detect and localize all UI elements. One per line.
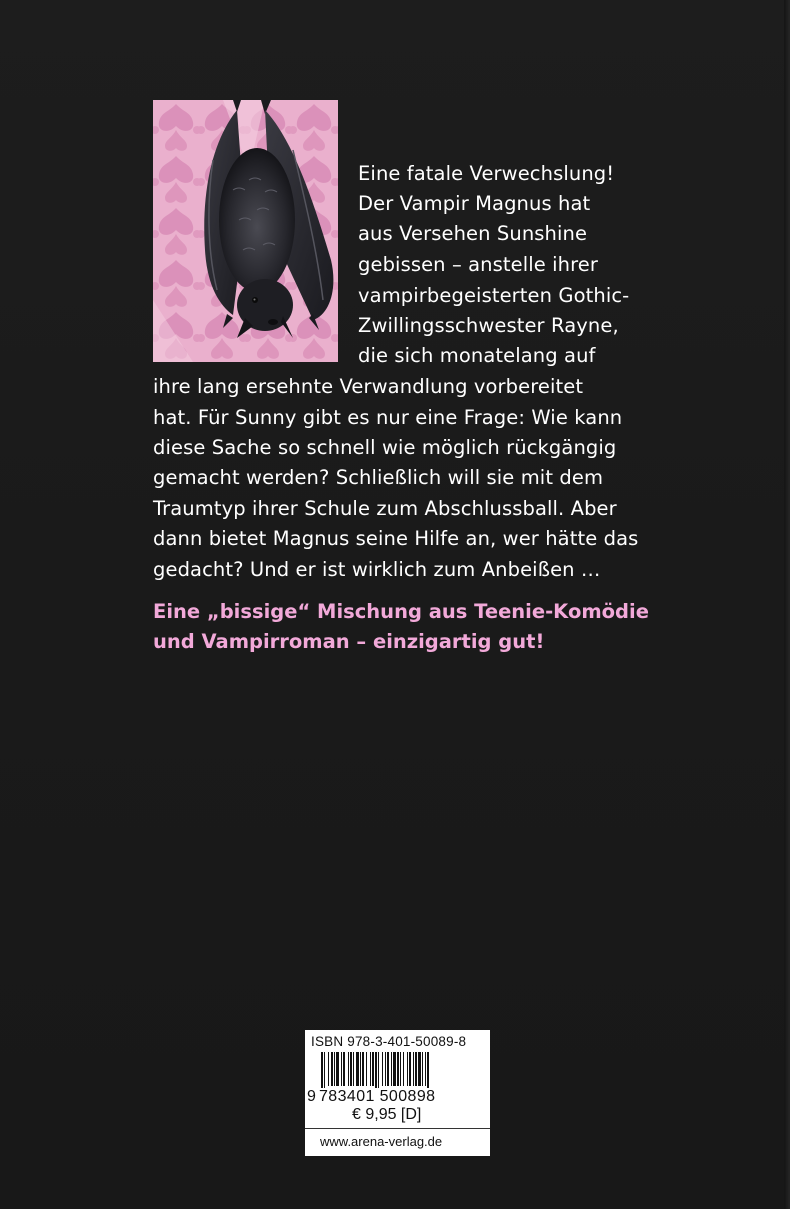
barcode-bar [422, 1052, 423, 1086]
blurb-line: hat. Für Sunny gibt es nur eine Frage: Wie kann [153, 406, 623, 429]
barcode-bar [382, 1052, 383, 1086]
barcode-bar [375, 1052, 377, 1088]
barcode-bar [331, 1052, 333, 1086]
barcode-bar [385, 1052, 386, 1086]
blurb-line: aus Versehen Sunshine [358, 222, 588, 245]
barcode-bar [418, 1052, 421, 1086]
barcode-bar [372, 1052, 374, 1086]
blurb-line: diese Sache so schnell wie möglich rückgängig [153, 436, 617, 459]
barcode-bar [343, 1052, 345, 1086]
barcode-bar [427, 1052, 429, 1088]
publisher-website: www.arena-verlag.de [320, 1134, 443, 1149]
barcode-bar [407, 1052, 408, 1086]
barcode-box [305, 1030, 490, 1156]
ean-first-digit: 9 [307, 1088, 316, 1105]
barcode-bar [409, 1052, 411, 1086]
blurb-line: gebissen – anstelle ihrer [358, 253, 599, 276]
barcode-bar [387, 1052, 389, 1086]
barcode-bar [353, 1052, 354, 1086]
barcode-bar [328, 1052, 329, 1086]
barcode-bar [403, 1052, 404, 1086]
ean-barcode [309, 1052, 486, 1088]
barcode-bar [348, 1052, 349, 1086]
barcode-bar [391, 1052, 392, 1086]
barcode-bar [393, 1052, 396, 1086]
barcode-bar [334, 1052, 335, 1086]
barcode-bar [397, 1052, 399, 1086]
blurb-line: vampirbegeisterten Gothic- [358, 284, 630, 307]
price: € 9,95 [D] [352, 1106, 422, 1123]
barcode-bar [415, 1052, 417, 1086]
blurb-line: gemacht werden? Schließlich will sie mit dem [153, 466, 604, 489]
blurb-line: dann bietet Magnus seine Hilfe an, wer hätte das [153, 527, 639, 550]
barcode-bar [356, 1052, 359, 1086]
barcode-bar [324, 1052, 325, 1088]
barcode-bar [425, 1052, 426, 1086]
blurb-line: ihre lang ersehnte Verwandlung vorbereitet [153, 375, 584, 398]
barcode-bar [336, 1052, 339, 1086]
barcode-bar [366, 1052, 367, 1086]
blurb-line: gedacht? Und er ist wirklich zum Anbeißen … [153, 558, 601, 581]
blurb-line: Eine fatale Verwechslung! [358, 162, 615, 185]
blurb-line: Zwillingsschwester Rayne, [358, 314, 619, 337]
barcode-divider [305, 1128, 490, 1129]
barcode-bar [350, 1052, 352, 1086]
blurb-line: Der Vampir Magnus hat [358, 192, 591, 215]
blurb-line: die sich monatelang auf [358, 344, 596, 367]
barcode-bar [400, 1052, 401, 1086]
barcode-bar [370, 1052, 371, 1086]
isbn-number: ISBN 978-3-401-50089-8 [311, 1034, 467, 1049]
barcode-bar [341, 1052, 342, 1086]
barcode-bar [413, 1052, 414, 1086]
tagline-line: und Vampirroman – einzigartig gut! [153, 630, 545, 653]
blurb-line: Traumtyp ihrer Schule zum Abschlussball. Aber [153, 497, 617, 520]
ean-digits: 783401 500898 [319, 1088, 436, 1105]
barcode-bar [360, 1052, 361, 1086]
barcode-bar [362, 1052, 364, 1086]
barcode-bar [378, 1052, 379, 1088]
barcode-bar [321, 1052, 323, 1088]
tagline-line: Eine „bissige“ Mischung aus Teenie-Komödie [153, 600, 649, 623]
